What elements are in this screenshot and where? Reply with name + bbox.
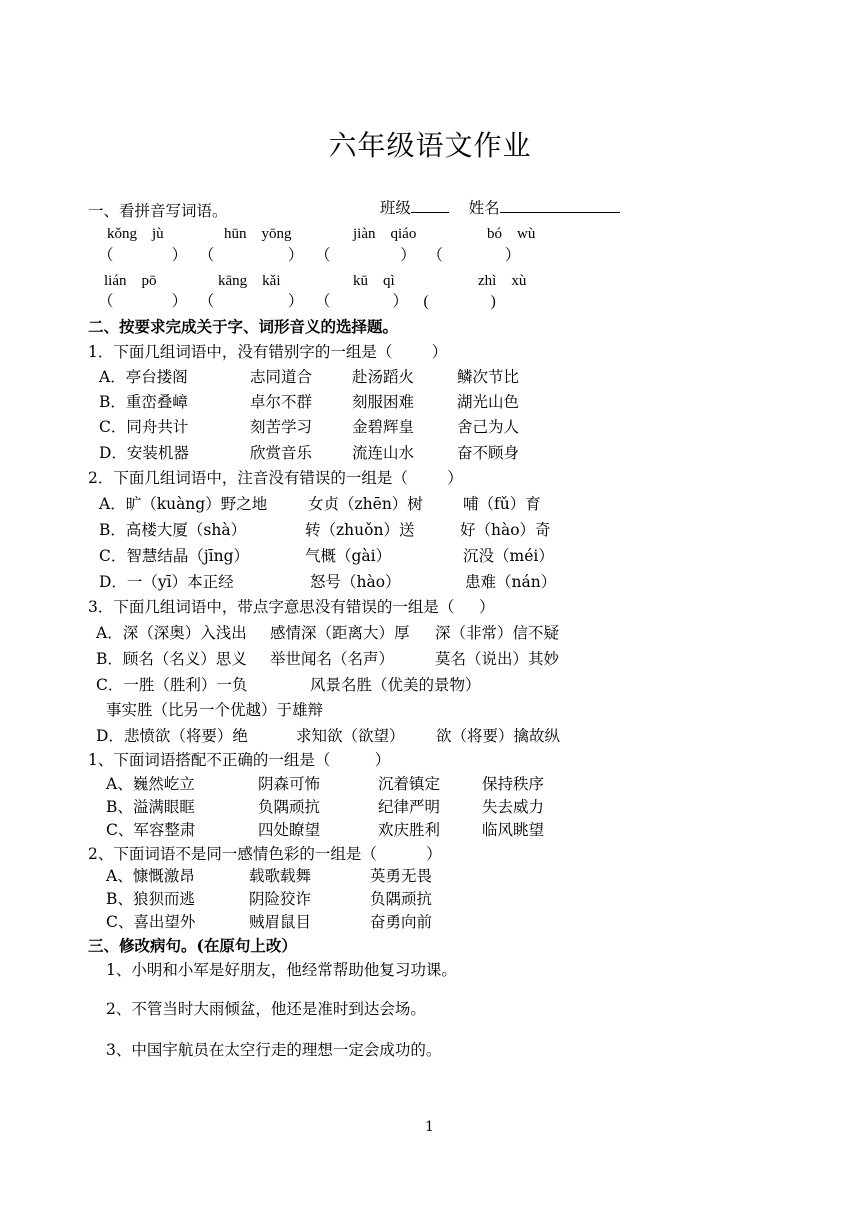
- q1-c2: 刻苦学习: [250, 418, 313, 436]
- q5-b1: B、狼狈而逃: [106, 890, 195, 908]
- q1-d1: D．安装机器: [99, 444, 189, 462]
- pinyin-2-1: lián pō: [104, 273, 157, 289]
- q2-a1: A．旷（kuàng）野之地: [99, 495, 268, 513]
- q4-b1: B、溢满眼眶: [106, 798, 195, 816]
- page-number: 1: [425, 1119, 434, 1135]
- q1-a3: 赴汤蹈火: [352, 368, 415, 386]
- q2-b3: 好（hào）奇: [460, 521, 551, 539]
- q1-c4: 舍己为人: [457, 418, 520, 436]
- q3-b3: 莫名（说出）其妙: [435, 650, 560, 668]
- sentence-3[interactable]: 3、中国宇航员在太空行走的理想一定会成功的。: [106, 1041, 442, 1059]
- name-label: 姓名: [468, 199, 500, 217]
- sentence-1[interactable]: 1、小明和小军是好朋友，他经常帮助他复习功课。: [106, 961, 457, 979]
- section1-heading: 一、看拼音写词语。: [88, 202, 228, 220]
- q2-d2: 怒号（hào）: [310, 573, 401, 591]
- q4-a1: A、巍然屹立: [106, 775, 195, 793]
- q1-c3: 金碧辉皇: [352, 418, 415, 436]
- q2-d1: D．一（yī）本正经: [99, 573, 234, 591]
- q2-d3: 患难（nán）: [465, 573, 557, 591]
- q2-stem: 2．下面几组词语中，注音没有错误的一组是（ ）: [88, 469, 463, 487]
- q4-c3: 欢庆胜利: [378, 821, 441, 839]
- q1-b4: 湖光山色: [457, 393, 520, 411]
- q4-c1: C、军容整肃: [106, 821, 196, 839]
- q5-stem: 2、下面词语不是同一感情色彩的一组是（ ）: [88, 845, 442, 863]
- q1-b3: 刻服困难: [352, 393, 415, 411]
- pinyin-1-3: jiàn qiáo: [353, 226, 417, 242]
- q1-d2: 欣赏音乐: [250, 444, 313, 462]
- q1-d4: 奋不顾身: [457, 444, 520, 462]
- q3-c1: C．一胜（胜利）一负: [96, 676, 248, 694]
- page-title: 六年级语文作业: [328, 129, 532, 162]
- q4-a4: 保持秩序: [482, 775, 545, 793]
- q1-stem: 1．下面几组词语中，没有错别字的一组是（ ）: [88, 343, 448, 361]
- q5-a2: 载歌载舞: [249, 867, 312, 885]
- q3-stem: 3．下面几组词语中，带点字意思没有错误的一组是（ ）: [88, 598, 495, 616]
- q2-b2: 转（zhuǒn）送: [305, 521, 415, 539]
- q3-d1: D．悲愤欲（将要）绝: [96, 727, 248, 745]
- q3-d2: 求知欲（欲望）: [296, 727, 405, 745]
- q1-a2: 志同道合: [250, 368, 313, 386]
- q3-a3: 深（非常）信不疑: [435, 624, 560, 642]
- q5-a3: 英勇无畏: [370, 867, 433, 885]
- q1-c1: C．同舟共计: [99, 418, 189, 436]
- q4-a2: 阴森可怖: [258, 775, 321, 793]
- q4-stem: 1、下面词语搭配不正确的一组是（ ）: [88, 751, 391, 769]
- q4-c4: 临风眺望: [482, 821, 545, 839]
- q5-b2: 阴险狡诈: [249, 890, 312, 908]
- pinyin-1-4: bó wù: [487, 226, 536, 242]
- q1-b2: 卓尔不群: [250, 393, 313, 411]
- answer-brackets-row2[interactable]: （ ） （ ） （ ） ( ): [98, 293, 496, 310]
- q2-a3: 哺（fǔ）育: [463, 495, 541, 513]
- q4-a3: 沉着镇定: [378, 775, 441, 793]
- q3-c2: 风景名胜（优美的景物）: [310, 676, 481, 694]
- q5-c2: 贼眉鼠目: [249, 913, 312, 931]
- class-label: 班级: [379, 199, 411, 217]
- q1-a4: 鳞次节比: [457, 368, 520, 386]
- q4-b4: 失去威力: [482, 798, 545, 816]
- q1-a1: A．亭台搂阁: [99, 368, 188, 386]
- pinyin-2-2: kāng kǎi: [218, 273, 281, 289]
- q5-c1: C、喜出望外: [106, 913, 196, 931]
- q5-a1: A、慷慨激昂: [106, 867, 195, 885]
- q2-c3: 沉没（méi）: [463, 547, 554, 565]
- q1-d3: 流连山水: [352, 444, 415, 462]
- q5-c3: 奋勇向前: [370, 913, 433, 931]
- section2-heading: 二、按要求完成关于字、词形音义的选择题。: [88, 317, 399, 336]
- q3-c3: 事实胜（比另一个优越）于雄辩: [106, 701, 324, 719]
- q2-b1: B．高楼大厦（shà）: [99, 521, 247, 539]
- pinyin-1-2: hūn yōng: [224, 226, 292, 242]
- pinyin-2-4: zhì xù: [478, 273, 527, 289]
- pinyin-2-3: kū qì: [353, 273, 395, 289]
- q3-b1: B．顾名（名义）思义: [96, 650, 247, 668]
- q5-b3: 负隅顽抗: [370, 890, 433, 908]
- q2-c1: C．智慧结晶（jīng）: [99, 547, 250, 565]
- name-blank[interactable]: [500, 196, 620, 213]
- answer-brackets-row1[interactable]: （ ） （ ） （ ） （ ）: [98, 247, 521, 264]
- q3-b2: 举世闻名（名声）: [270, 650, 395, 668]
- class-blank[interactable]: [411, 196, 449, 213]
- q2-a2: 女贞（zhēn）树: [308, 495, 423, 513]
- q2-c2: 气概（gài）: [305, 547, 392, 565]
- q3-a2: 感情深（距离大）厚: [270, 624, 410, 642]
- q1-b1: B．重峦叠嶂: [99, 393, 188, 411]
- q4-b3: 纪律严明: [378, 798, 441, 816]
- q4-b2: 负隅顽抗: [258, 798, 321, 816]
- q3-d3: 欲（将要）擒故纵: [436, 727, 561, 745]
- q3-a1: A．深（深奥）入浅出: [96, 624, 247, 642]
- sentence-2[interactable]: 2、不管当时大雨倾盆，他还是准时到达会场。: [106, 1000, 426, 1018]
- q4-c2: 四处瞭望: [258, 821, 321, 839]
- section3-heading: 三、修改病句。(在原句上改）: [88, 936, 297, 955]
- pinyin-1-1: kǒng jù: [107, 226, 164, 242]
- student-info: [370, 176, 620, 218]
